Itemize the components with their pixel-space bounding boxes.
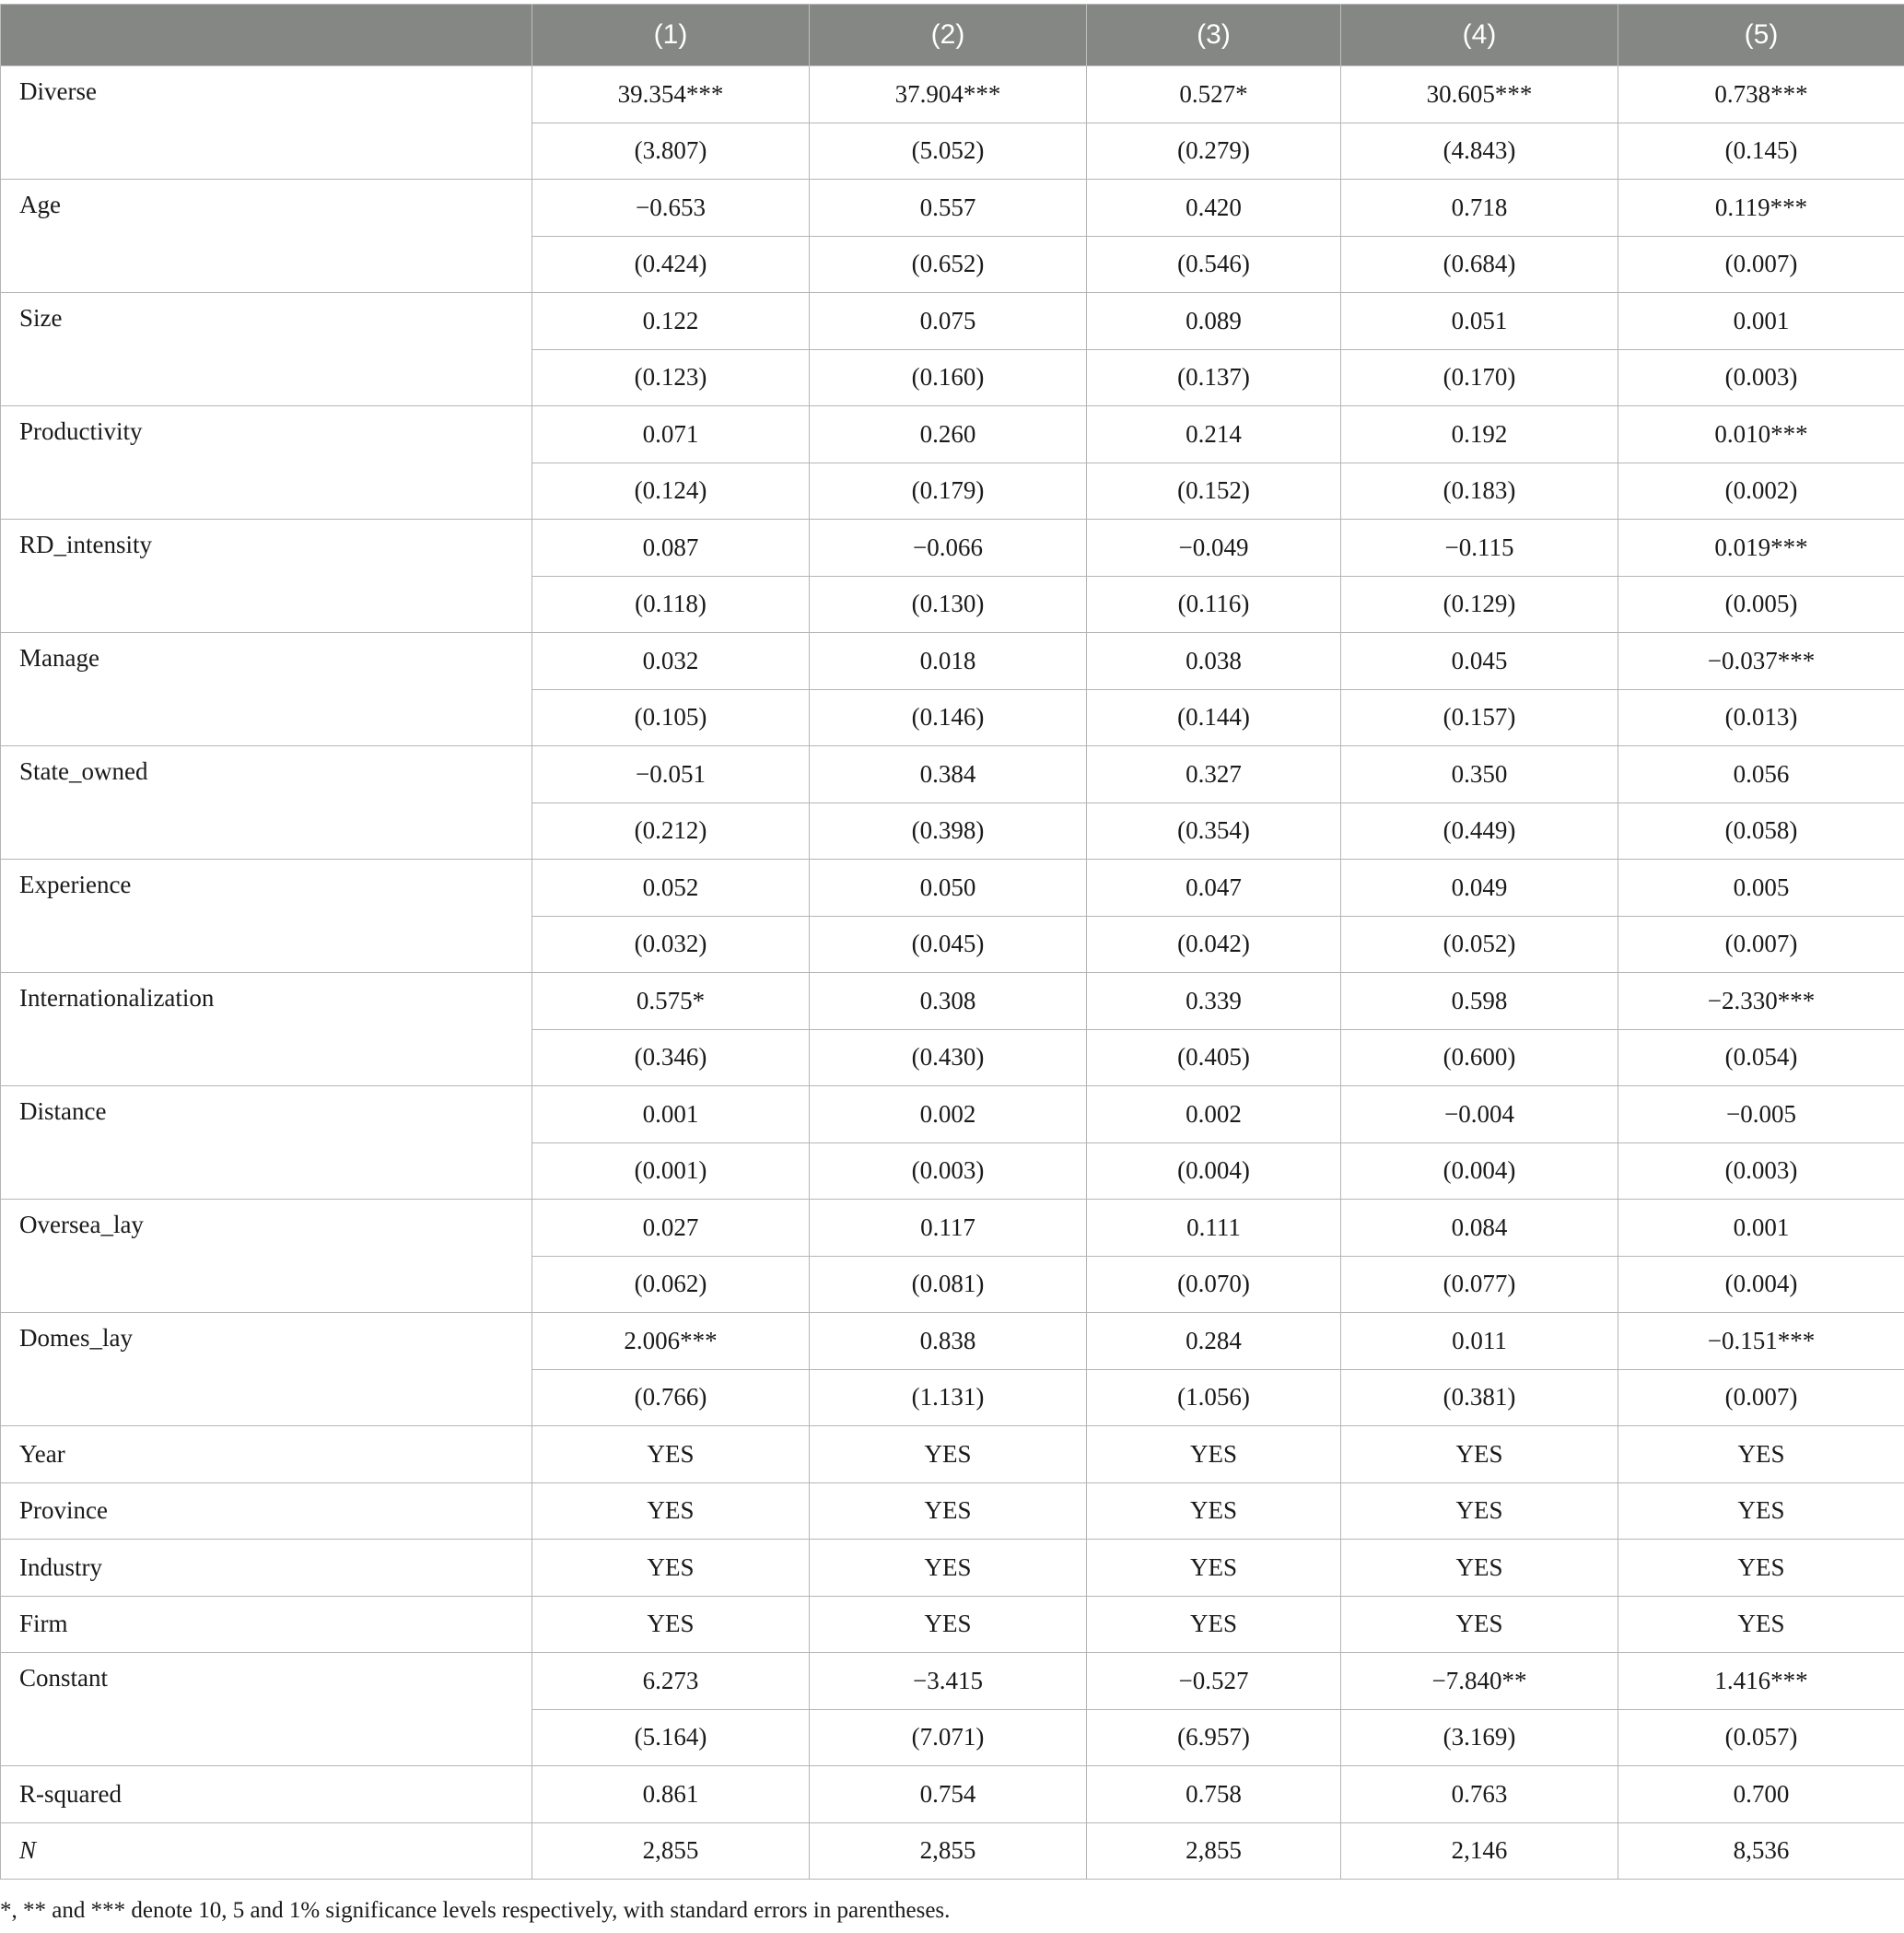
- table-footnote: *, ** and *** denote 10, 5 and 1% significance levels respectively, with standard errors in parentheses.: [0, 1898, 951, 1923]
- se-cell-size-model-5: (0.003): [1618, 349, 1904, 406]
- value-cell-year-model-5: YES: [1618, 1426, 1904, 1483]
- row-label-year: Year: [1, 1426, 532, 1483]
- coef-cell-state-owned-model-2: 0.384: [810, 746, 1087, 803]
- se-cell-rd-intensity-model-2: (0.130): [810, 576, 1087, 633]
- coef-cell-rd-intensity-model-2: −0.066: [810, 520, 1087, 577]
- se-cell-size-model-4: (0.170): [1341, 349, 1618, 406]
- table-row-constant-coef: [1, 1653, 1904, 1710]
- coef-cell-oversea-lay-model-5: 0.001: [1618, 1200, 1904, 1257]
- se-cell-productivity-model-5: (0.002): [1618, 463, 1904, 520]
- value-cell-industry-model-1: YES: [532, 1540, 810, 1597]
- se-cell-oversea-lay-model-3: (0.070): [1087, 1256, 1341, 1313]
- table-row-province: [1, 1482, 1904, 1540]
- se-cell-diverse-model-4: (4.843): [1341, 123, 1618, 180]
- coef-cell-oversea-lay-model-3: 0.111: [1087, 1200, 1341, 1257]
- coef-cell-productivity-model-3: 0.214: [1087, 406, 1341, 463]
- se-cell-constant-model-3: (6.957): [1087, 1709, 1341, 1766]
- coef-cell-rd-intensity-model-1: 0.087: [532, 520, 810, 577]
- row-label-rd-intensity: RD_intensity: [1, 520, 532, 633]
- coef-cell-experience-model-2: 0.050: [810, 860, 1087, 917]
- coef-cell-diverse-model-5: 0.738***: [1618, 66, 1904, 123]
- value-cell-n-observations-model-2: 2,855: [810, 1822, 1087, 1880]
- row-label-firm: Firm: [1, 1596, 532, 1653]
- coef-cell-age-model-1: −0.653: [532, 180, 810, 237]
- se-cell-experience-model-3: (0.042): [1087, 916, 1341, 973]
- coef-cell-diverse-model-3: 0.527*: [1087, 66, 1341, 123]
- se-cell-oversea-lay-model-2: (0.081): [810, 1256, 1087, 1313]
- se-cell-oversea-lay-model-5: (0.004): [1618, 1256, 1904, 1313]
- se-cell-constant-model-2: (7.071): [810, 1709, 1087, 1766]
- header-cell-model-5: (5): [1618, 5, 1904, 66]
- coef-cell-age-model-4: 0.718: [1341, 180, 1618, 237]
- se-cell-manage-model-1: (0.105): [532, 689, 810, 746]
- coef-cell-state-owned-model-1: −0.051: [532, 746, 810, 803]
- se-cell-oversea-lay-model-4: (0.077): [1341, 1256, 1618, 1313]
- coef-cell-distance-model-3: 0.002: [1087, 1086, 1341, 1143]
- table-row-productivity-coef: [1, 406, 1904, 463]
- se-cell-age-model-2: (0.652): [810, 236, 1087, 293]
- table-row-rd-intensity-coef: [1, 520, 1904, 577]
- value-cell-r-squared-model-4: 0.763: [1341, 1766, 1618, 1823]
- value-cell-firm-model-5: YES: [1618, 1596, 1904, 1653]
- coef-cell-state-owned-model-3: 0.327: [1087, 746, 1341, 803]
- coef-cell-oversea-lay-model-1: 0.027: [532, 1200, 810, 1257]
- se-cell-diverse-model-2: (5.052): [810, 123, 1087, 180]
- coef-cell-internationalization-model-5: −2.330***: [1618, 973, 1904, 1030]
- se-cell-rd-intensity-model-4: (0.129): [1341, 576, 1618, 633]
- se-cell-constant-model-4: (3.169): [1341, 1709, 1618, 1766]
- table-row-manage-coef: [1, 633, 1904, 690]
- se-cell-size-model-1: (0.123): [532, 349, 810, 406]
- se-cell-rd-intensity-model-3: (0.116): [1087, 576, 1341, 633]
- row-label-distance: Distance: [1, 1086, 532, 1200]
- se-cell-productivity-model-2: (0.179): [810, 463, 1087, 520]
- value-cell-industry-model-3: YES: [1087, 1540, 1341, 1597]
- se-cell-size-model-3: (0.137): [1087, 349, 1341, 406]
- value-cell-n-observations-model-5: 8,536: [1618, 1822, 1904, 1880]
- coef-cell-constant-model-4: −7.840**: [1341, 1653, 1618, 1710]
- table-header: [1, 5, 1904, 66]
- se-cell-state-owned-model-5: (0.058): [1618, 802, 1904, 860]
- se-cell-experience-model-4: (0.052): [1341, 916, 1618, 973]
- coef-cell-distance-model-2: 0.002: [810, 1086, 1087, 1143]
- coef-cell-constant-model-1: 6.273: [532, 1653, 810, 1710]
- coef-cell-size-model-1: 0.122: [532, 293, 810, 350]
- coef-cell-manage-model-5: −0.037***: [1618, 633, 1904, 690]
- coef-cell-internationalization-model-4: 0.598: [1341, 973, 1618, 1030]
- se-cell-rd-intensity-model-1: (0.118): [532, 576, 810, 633]
- se-cell-age-model-3: (0.546): [1087, 236, 1341, 293]
- se-cell-productivity-model-4: (0.183): [1341, 463, 1618, 520]
- value-cell-year-model-4: YES: [1341, 1426, 1618, 1483]
- row-label-age: Age: [1, 180, 532, 293]
- se-cell-state-owned-model-1: (0.212): [532, 802, 810, 860]
- row-label-oversea-lay: Oversea_lay: [1, 1200, 532, 1313]
- coef-cell-oversea-lay-model-2: 0.117: [810, 1200, 1087, 1257]
- se-cell-diverse-model-1: (3.807): [532, 123, 810, 180]
- table-row-age-coef: [1, 180, 1904, 237]
- coef-cell-internationalization-model-3: 0.339: [1087, 973, 1341, 1030]
- coef-cell-manage-model-2: 0.018: [810, 633, 1087, 690]
- value-cell-industry-model-5: YES: [1618, 1540, 1904, 1597]
- se-cell-experience-model-1: (0.032): [532, 916, 810, 973]
- row-label-diverse: Diverse: [1, 66, 532, 180]
- coef-cell-domes-lay-model-2: 0.838: [810, 1313, 1087, 1370]
- coef-cell-size-model-3: 0.089: [1087, 293, 1341, 350]
- coef-cell-domes-lay-model-5: −0.151***: [1618, 1313, 1904, 1370]
- table-row-experience-coef: [1, 860, 1904, 917]
- coef-cell-diverse-model-4: 30.605***: [1341, 66, 1618, 123]
- coef-cell-distance-model-1: 0.001: [532, 1086, 810, 1143]
- se-cell-state-owned-model-3: (0.354): [1087, 802, 1341, 860]
- coef-cell-productivity-model-5: 0.010***: [1618, 406, 1904, 463]
- header-cell-model-4: (4): [1341, 5, 1618, 66]
- value-cell-n-observations-model-4: 2,146: [1341, 1822, 1618, 1880]
- row-label-province: Province: [1, 1482, 532, 1540]
- value-cell-n-observations-model-1: 2,855: [532, 1822, 810, 1880]
- se-cell-rd-intensity-model-5: (0.005): [1618, 576, 1904, 633]
- se-cell-distance-model-3: (0.004): [1087, 1142, 1341, 1200]
- coef-cell-internationalization-model-2: 0.308: [810, 973, 1087, 1030]
- coef-cell-diverse-model-2: 37.904***: [810, 66, 1087, 123]
- value-cell-province-model-4: YES: [1341, 1482, 1618, 1540]
- se-cell-internationalization-model-4: (0.600): [1341, 1029, 1618, 1086]
- se-cell-experience-model-5: (0.007): [1618, 916, 1904, 973]
- se-cell-age-model-4: (0.684): [1341, 236, 1618, 293]
- table-row-industry: [1, 1540, 1904, 1597]
- value-cell-industry-model-2: YES: [810, 1540, 1087, 1597]
- se-cell-age-model-5: (0.007): [1618, 236, 1904, 293]
- se-cell-domes-lay-model-5: (0.007): [1618, 1369, 1904, 1426]
- se-cell-experience-model-2: (0.045): [810, 916, 1087, 973]
- se-cell-manage-model-5: (0.013): [1618, 689, 1904, 746]
- row-label-manage: Manage: [1, 633, 532, 746]
- coef-cell-experience-model-3: 0.047: [1087, 860, 1341, 917]
- coef-cell-oversea-lay-model-4: 0.084: [1341, 1200, 1618, 1257]
- coef-cell-domes-lay-model-4: 0.011: [1341, 1313, 1618, 1370]
- coef-cell-size-model-2: 0.075: [810, 293, 1087, 350]
- value-cell-year-model-3: YES: [1087, 1426, 1341, 1483]
- header-cell-model-3: (3): [1087, 5, 1341, 66]
- coef-cell-constant-model-2: −3.415: [810, 1653, 1087, 1710]
- coef-cell-distance-model-4: −0.004: [1341, 1086, 1618, 1143]
- se-cell-internationalization-model-1: (0.346): [532, 1029, 810, 1086]
- table-row-diverse-coef: [1, 66, 1904, 123]
- coef-cell-productivity-model-1: 0.071: [532, 406, 810, 463]
- se-cell-diverse-model-3: (0.279): [1087, 123, 1341, 180]
- header-cell-model-1: (1): [532, 5, 810, 66]
- coef-cell-constant-model-3: −0.527: [1087, 1653, 1341, 1710]
- se-cell-internationalization-model-3: (0.405): [1087, 1029, 1341, 1086]
- row-label-experience: Experience: [1, 860, 532, 973]
- coef-cell-age-model-2: 0.557: [810, 180, 1087, 237]
- header-cell-label: [1, 5, 532, 66]
- row-label-internationalization: Internationalization: [1, 973, 532, 1086]
- coef-cell-experience-model-5: 0.005: [1618, 860, 1904, 917]
- se-cell-manage-model-4: (0.157): [1341, 689, 1618, 746]
- se-cell-domes-lay-model-3: (1.056): [1087, 1369, 1341, 1426]
- value-cell-province-model-3: YES: [1087, 1482, 1341, 1540]
- coef-cell-age-model-3: 0.420: [1087, 180, 1341, 237]
- coef-cell-rd-intensity-model-3: −0.049: [1087, 520, 1341, 577]
- table-row-firm: [1, 1596, 1904, 1653]
- coef-cell-constant-model-5: 1.416***: [1618, 1653, 1904, 1710]
- table-row-size-coef: [1, 293, 1904, 350]
- table-body: [1, 66, 1904, 1880]
- se-cell-state-owned-model-4: (0.449): [1341, 802, 1618, 860]
- table-row-domes-lay-coef: [1, 1313, 1904, 1370]
- table-row-oversea-lay-coef: [1, 1200, 1904, 1257]
- se-cell-size-model-2: (0.160): [810, 349, 1087, 406]
- se-cell-internationalization-model-2: (0.430): [810, 1029, 1087, 1086]
- se-cell-distance-model-4: (0.004): [1341, 1142, 1618, 1200]
- row-label-size: Size: [1, 293, 532, 406]
- se-cell-manage-model-3: (0.144): [1087, 689, 1341, 746]
- coef-cell-experience-model-1: 0.052: [532, 860, 810, 917]
- coef-cell-manage-model-1: 0.032: [532, 633, 810, 690]
- coef-cell-diverse-model-1: 39.354***: [532, 66, 810, 123]
- coef-cell-manage-model-4: 0.045: [1341, 633, 1618, 690]
- se-cell-distance-model-2: (0.003): [810, 1142, 1087, 1200]
- value-cell-year-model-1: YES: [532, 1426, 810, 1483]
- coef-cell-productivity-model-4: 0.192: [1341, 406, 1618, 463]
- coef-cell-size-model-4: 0.051: [1341, 293, 1618, 350]
- table-row-internationalization-coef: [1, 973, 1904, 1030]
- coef-cell-distance-model-5: −0.005: [1618, 1086, 1904, 1143]
- se-cell-internationalization-model-5: (0.054): [1618, 1029, 1904, 1086]
- coef-cell-rd-intensity-model-5: 0.019***: [1618, 520, 1904, 577]
- value-cell-firm-model-2: YES: [810, 1596, 1087, 1653]
- coef-cell-age-model-5: 0.119***: [1618, 180, 1904, 237]
- se-cell-manage-model-2: (0.146): [810, 689, 1087, 746]
- row-label-r-squared: R-squared: [1, 1766, 532, 1823]
- value-cell-firm-model-4: YES: [1341, 1596, 1618, 1653]
- value-cell-firm-model-3: YES: [1087, 1596, 1341, 1653]
- se-cell-oversea-lay-model-1: (0.062): [532, 1256, 810, 1313]
- row-label-n-observations: N: [1, 1822, 532, 1880]
- value-cell-province-model-5: YES: [1618, 1482, 1904, 1540]
- coef-cell-experience-model-4: 0.049: [1341, 860, 1618, 917]
- row-label-constant: Constant: [1, 1653, 532, 1766]
- se-cell-domes-lay-model-1: (0.766): [532, 1369, 810, 1426]
- value-cell-r-squared-model-3: 0.758: [1087, 1766, 1341, 1823]
- coef-cell-state-owned-model-5: 0.056: [1618, 746, 1904, 803]
- se-cell-distance-model-5: (0.003): [1618, 1142, 1904, 1200]
- value-cell-r-squared-model-5: 0.700: [1618, 1766, 1904, 1823]
- coef-cell-manage-model-3: 0.038: [1087, 633, 1341, 690]
- value-cell-industry-model-4: YES: [1341, 1540, 1618, 1597]
- row-label-domes-lay: Domes_lay: [1, 1313, 532, 1426]
- se-cell-constant-model-5: (0.057): [1618, 1709, 1904, 1766]
- table-row-year: [1, 1426, 1904, 1483]
- value-cell-firm-model-1: YES: [532, 1596, 810, 1653]
- se-cell-distance-model-1: (0.001): [532, 1142, 810, 1200]
- value-cell-r-squared-model-1: 0.861: [532, 1766, 810, 1823]
- regression-table: [0, 4, 1904, 1880]
- row-label-state-owned: State_owned: [1, 746, 532, 860]
- se-cell-domes-lay-model-4: (0.381): [1341, 1369, 1618, 1426]
- value-cell-year-model-2: YES: [810, 1426, 1087, 1483]
- row-label-industry: Industry: [1, 1540, 532, 1597]
- se-cell-productivity-model-3: (0.152): [1087, 463, 1341, 520]
- coef-cell-domes-lay-model-1: 2.006***: [532, 1313, 810, 1370]
- coef-cell-productivity-model-2: 0.260: [810, 406, 1087, 463]
- value-cell-province-model-1: YES: [532, 1482, 810, 1540]
- coef-cell-state-owned-model-4: 0.350: [1341, 746, 1618, 803]
- se-cell-constant-model-1: (5.164): [532, 1709, 810, 1766]
- coef-cell-internationalization-model-1: 0.575*: [532, 973, 810, 1030]
- regression-table-container: [0, 4, 1904, 1880]
- header-row: [1, 5, 1904, 66]
- header-cell-model-2: (2): [810, 5, 1087, 66]
- table-row-distance-coef: [1, 1086, 1904, 1143]
- table-row-n-observations: [1, 1822, 1904, 1880]
- value-cell-province-model-2: YES: [810, 1482, 1087, 1540]
- table-row-state-owned-coef: [1, 746, 1904, 803]
- table-row-r-squared: [1, 1766, 1904, 1823]
- se-cell-diverse-model-5: (0.145): [1618, 123, 1904, 180]
- value-cell-r-squared-model-2: 0.754: [810, 1766, 1087, 1823]
- se-cell-age-model-1: (0.424): [532, 236, 810, 293]
- se-cell-domes-lay-model-2: (1.131): [810, 1369, 1087, 1426]
- coef-cell-rd-intensity-model-4: −0.115: [1341, 520, 1618, 577]
- coef-cell-size-model-5: 0.001: [1618, 293, 1904, 350]
- row-label-productivity: Productivity: [1, 406, 532, 520]
- se-cell-state-owned-model-2: (0.398): [810, 802, 1087, 860]
- value-cell-n-observations-model-3: 2,855: [1087, 1822, 1341, 1880]
- se-cell-productivity-model-1: (0.124): [532, 463, 810, 520]
- coef-cell-domes-lay-model-3: 0.284: [1087, 1313, 1341, 1370]
